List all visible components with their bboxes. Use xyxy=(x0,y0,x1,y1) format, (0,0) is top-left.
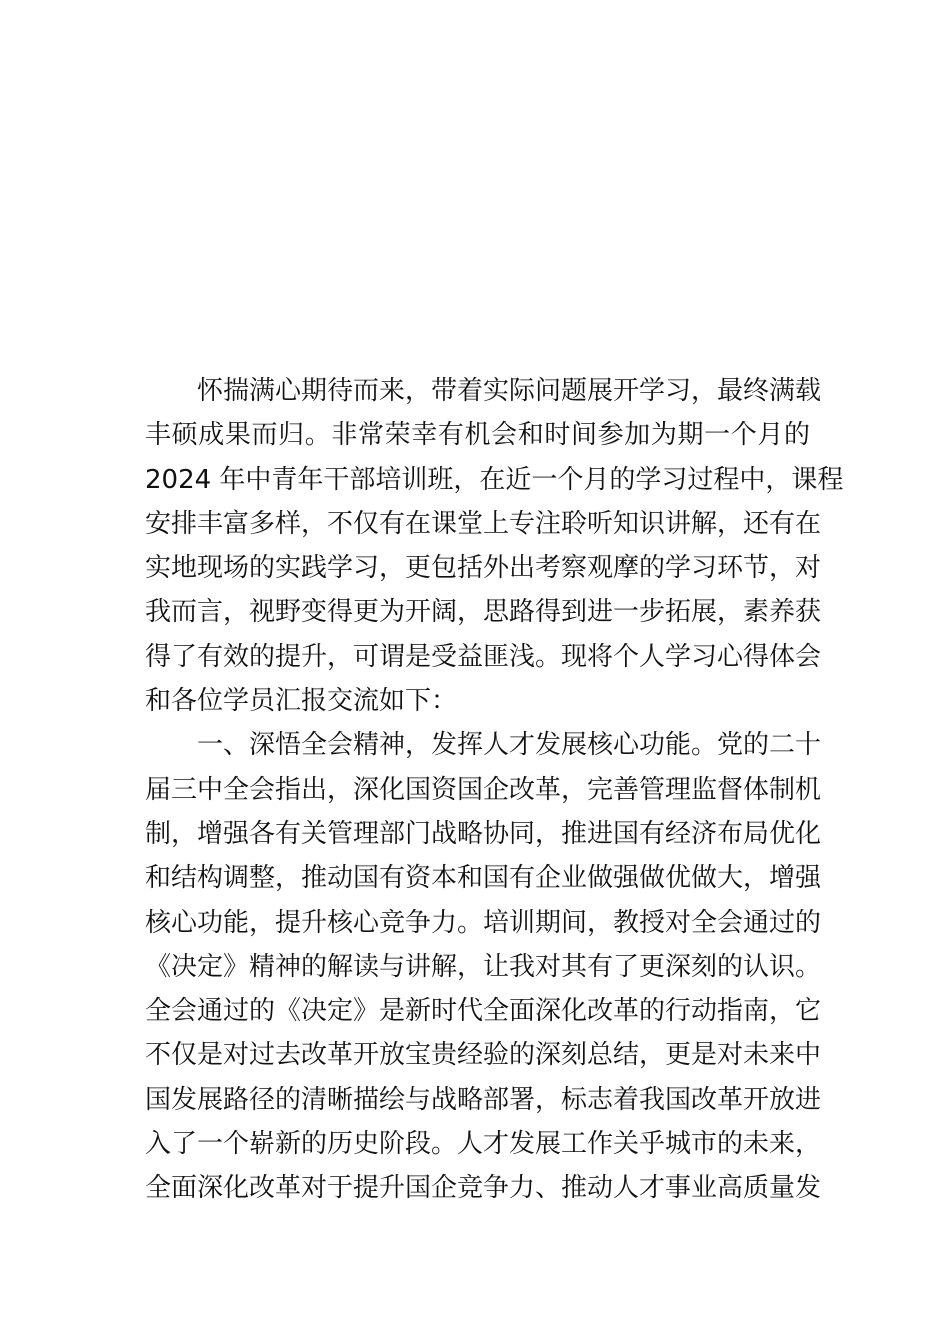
text-line-1: 怀揣满心期待而来，带着实际问题展开学习，最终满载 xyxy=(197,376,822,406)
text-line-19: 全面深化改革对于提升国企竞争力、推动人才事业高质量发 xyxy=(145,1173,822,1204)
text-line-18: 入了一个崭新的历史阶段。人才发展工作关乎城市的未来， xyxy=(145,1129,822,1160)
text-line-4: 安排丰富多样，不仅有在课堂上专注聆听知识讲解，还有在 xyxy=(145,508,822,539)
text-line-10: 届三中全会指出，深化国资国企改革，完善管理监督体制机 xyxy=(145,774,822,805)
text-line-6: 我而言，视野变得更为开阔，思路得到进一步拓展，素养获 xyxy=(145,597,822,628)
text-line-3: 2024 年中青年干部培训班，在近一个月的学习过程中，课程 xyxy=(145,464,844,495)
text-line-16: 不仅是对过去改革开放宝贵经验的深刻总结，更是对未来中 xyxy=(145,1040,822,1071)
text-line-5: 实地现场的实践学习，更包括外出考察观摩的学习环节，对 xyxy=(145,553,822,584)
text-line-9: 一、深悟全会精神，发挥人才发展核心功能。党的二十 xyxy=(197,730,822,761)
text-line-13: 核心功能，提升核心竞争力。培训期间，教授对全会通过的 xyxy=(145,907,822,938)
text-line-15: 全会通过的《决定》是新时代全面深化改革的行动指南，它 xyxy=(145,996,822,1027)
text-line-2: 丰硕成果而归。非常荣幸有机会和时间参加为期一个月的 xyxy=(145,420,810,451)
text-line-7: 得了有效的提升，可谓是受益匪浅。现将个人学习心得体会 xyxy=(145,641,822,672)
text-line-8: 和各位学员汇报交流如下： xyxy=(145,686,458,717)
text-line-17: 国发展路径的清晰描绘与战略部署，标志着我国改革开放进 xyxy=(145,1084,822,1115)
text-line-14: 《决定》精神的解读与讲解，让我对其有了更深刻的认识。 xyxy=(145,951,822,982)
text-line-11: 制，增强各有关管理部门战略协同，推进国有经济布局优化 xyxy=(145,818,822,849)
body-text xyxy=(145,369,844,1211)
text-line-12: 和结构调整，推动国有资本和国有企业做强做优做大，增强 xyxy=(145,863,822,894)
